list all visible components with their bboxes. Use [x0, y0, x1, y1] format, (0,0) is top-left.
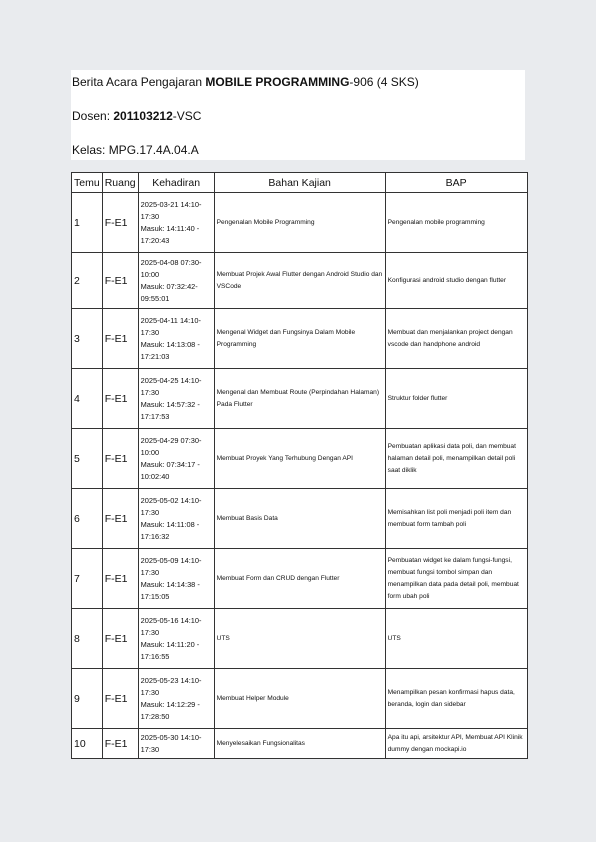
- table-row: [72, 729, 528, 759]
- check-in-time: Masuk: 14:57:32 -: [140, 399, 200, 409]
- cell-bahan-kajian: Membuat Helper Module: [214, 669, 385, 729]
- check-out-time: 17:28:50: [140, 711, 170, 721]
- cell-bahan-kajian: Pengenalan Mobile Programming: [214, 193, 385, 253]
- schedule-end: 10:00: [140, 447, 160, 457]
- check-in-time: Masuk: 07:32:42-: [140, 281, 198, 291]
- cell-bahan-kajian: UTS: [214, 609, 385, 669]
- teaching-record-table: [71, 172, 528, 759]
- cell-ruang: F-E1: [102, 309, 138, 369]
- table-row: [72, 609, 528, 669]
- check-out-time: 17:17:53: [140, 411, 170, 421]
- column-header-temu: Temu: [72, 173, 103, 193]
- schedule-end: 17:30: [140, 327, 160, 337]
- cell-temu: 6: [72, 489, 103, 549]
- cell-ruang: F-E1: [102, 669, 138, 729]
- column-header-kehadiran: Kehadiran: [138, 173, 214, 193]
- table-row: [72, 369, 528, 429]
- check-in-time: Masuk: 14:13:08 -: [140, 339, 200, 349]
- table-row: [72, 429, 528, 489]
- cell-bap: Pembuatan aplikasi data poli, dan membuat halaman detail poli, menampilkan detail poli saat diklik: [385, 429, 527, 489]
- cell-bahan-kajian: Mengenal Widget dan Fungsinya Dalam Mobile Programming: [214, 309, 385, 369]
- cell-kehadiran: [138, 253, 214, 309]
- cell-bap: UTS: [385, 609, 527, 669]
- cell-kehadiran: [138, 193, 214, 253]
- cell-bahan-kajian: Membuat Form dan CRUD dengan Flutter: [214, 549, 385, 609]
- check-in-time: Masuk: 14:12:29 -: [140, 699, 200, 709]
- cell-bap: Pengenalan mobile programming: [385, 193, 527, 253]
- cell-temu: 3: [72, 309, 103, 369]
- lecturer-line: Dosen: 201103212-VSC: [72, 109, 202, 123]
- column-header-ruang: Ruang: [102, 173, 138, 193]
- schedule-date-start: 2025-04-11 14:10-: [140, 315, 201, 325]
- class-line: Kelas: MPG.17.4A.04.A: [72, 143, 199, 157]
- schedule-date-start: 2025-05-09 14:10-: [140, 555, 202, 565]
- check-in-time: Masuk: 14:11:40 -: [140, 223, 200, 233]
- cell-bap: Struktur folder flutter: [385, 369, 527, 429]
- check-out-time: 17:21:03: [140, 351, 170, 361]
- cell-ruang: F-E1: [102, 253, 138, 309]
- cell-kehadiran: [138, 609, 214, 669]
- schedule-end: 17:30: [140, 211, 160, 221]
- schedule-end: 17:30: [140, 744, 160, 754]
- cell-ruang: F-E1: [102, 489, 138, 549]
- cell-temu: 10: [72, 729, 103, 759]
- column-header-bap: BAP: [385, 173, 527, 193]
- schedule-end: 17:30: [140, 507, 160, 517]
- schedule-date-start: 2025-04-29 07:30-: [140, 435, 202, 445]
- schedule-end: 17:30: [140, 567, 160, 577]
- schedule-end: 17:30: [140, 687, 160, 697]
- check-in-time: Masuk: 14:11:08 -: [140, 519, 200, 529]
- cell-bap: Apa itu api, arsitektur API, Membuat API Klinik dummy dengan mockapi.io: [385, 729, 527, 759]
- cell-ruang: F-E1: [102, 609, 138, 669]
- schedule-end: 10:00: [140, 269, 160, 279]
- cell-kehadiran: [138, 549, 214, 609]
- cell-bahan-kajian: Membuat Proyek Yang Terhubung Dengan API: [214, 429, 385, 489]
- table-row: [72, 669, 528, 729]
- cell-ruang: F-E1: [102, 729, 138, 759]
- cell-temu: 2: [72, 253, 103, 309]
- schedule-date-start: 2025-04-08 07:30-: [140, 257, 202, 267]
- cell-kehadiran: [138, 369, 214, 429]
- schedule-date-start: 2025-05-23 14:10-: [140, 675, 202, 685]
- check-out-time: 17:15:05: [140, 591, 170, 601]
- schedule-date-start: 2025-05-02 14:10-: [140, 495, 202, 505]
- lecturer-id: 201103212: [113, 109, 173, 123]
- table-row: [72, 253, 528, 309]
- check-out-time: 10:02:40: [140, 471, 170, 481]
- schedule-date-start: 2025-04-25 14:10-: [140, 375, 202, 385]
- cell-bap: Menampilkan pesan konfirmasi hapus data, beranda, login dan sidebar: [385, 669, 527, 729]
- schedule-date-start: 2025-03-21 14:10-: [140, 199, 202, 209]
- cell-kehadiran: [138, 729, 214, 759]
- cell-temu: 5: [72, 429, 103, 489]
- cell-bahan-kajian: Membuat Basis Data: [214, 489, 385, 549]
- check-out-time: 17:16:32: [140, 531, 170, 541]
- check-out-time: 17:16:55: [140, 651, 170, 661]
- schedule-date-start: 2025-05-30 14:10-: [140, 732, 202, 742]
- check-in-time: Masuk: 07:34:17 -: [140, 459, 200, 469]
- schedule-end: 17:30: [140, 627, 160, 637]
- cell-temu: 4: [72, 369, 103, 429]
- cell-bap: Pembuatan widget ke dalam fungsi-fungsi, membuat fungsi tombol simpan dan menampilkan data pada detail poli, membuat form ubah poli: [385, 549, 527, 609]
- cell-temu: 8: [72, 609, 103, 669]
- cell-ruang: F-E1: [102, 549, 138, 609]
- cell-kehadiran: [138, 309, 214, 369]
- cell-bahan-kajian: Mengenal dan Membuat Route (Perpindahan Halaman) Pada Flutter: [214, 369, 385, 429]
- cell-ruang: F-E1: [102, 193, 138, 253]
- cell-kehadiran: [138, 429, 214, 489]
- check-out-time: 09:55:01: [140, 293, 170, 303]
- cell-bahan-kajian: Membuat Projek Awal Flutter dengan Android Studio dan VSCode: [214, 253, 385, 309]
- cell-ruang: F-E1: [102, 369, 138, 429]
- cell-temu: 1: [72, 193, 103, 253]
- table-row: [72, 549, 528, 609]
- table-header-row: [72, 173, 528, 193]
- table-row: [72, 489, 528, 549]
- cell-bap: Membuat dan menjalankan project dengan vscode dan handphone android: [385, 309, 527, 369]
- cell-bap: Memisahkan list poli menjadi poli item dan membuat form tambah poli: [385, 489, 527, 549]
- schedule-end: 17:30: [140, 387, 160, 397]
- cell-temu: 7: [72, 549, 103, 609]
- report-header: [71, 70, 525, 160]
- check-out-time: 17:20:43: [140, 235, 170, 245]
- cell-kehadiran: [138, 669, 214, 729]
- check-in-time: Masuk: 14:14:38 -: [140, 579, 200, 589]
- table-row: [72, 193, 528, 253]
- cell-kehadiran: [138, 489, 214, 549]
- cell-bap: Konfigurasi android studio dengan flutter: [385, 253, 527, 309]
- check-in-time: Masuk: 14:11:20 -: [140, 639, 200, 649]
- schedule-date-start: 2025-05-16 14:10-: [140, 615, 202, 625]
- class-value: MPG.17.4A.04.A: [108, 143, 199, 157]
- cell-temu: 9: [72, 669, 103, 729]
- column-header-bahan-kajian: Bahan Kajian: [214, 173, 385, 193]
- cell-ruang: F-E1: [102, 429, 138, 489]
- cell-bahan-kajian: Menyelesaikan Fungsionalitas: [214, 729, 385, 759]
- course-name: MOBILE PROGRAMMING: [205, 75, 350, 89]
- table-row: [72, 309, 528, 369]
- report-title: Berita Acara Pengajaran MOBILE PROGRAMMING-906 (4 SKS): [72, 75, 419, 89]
